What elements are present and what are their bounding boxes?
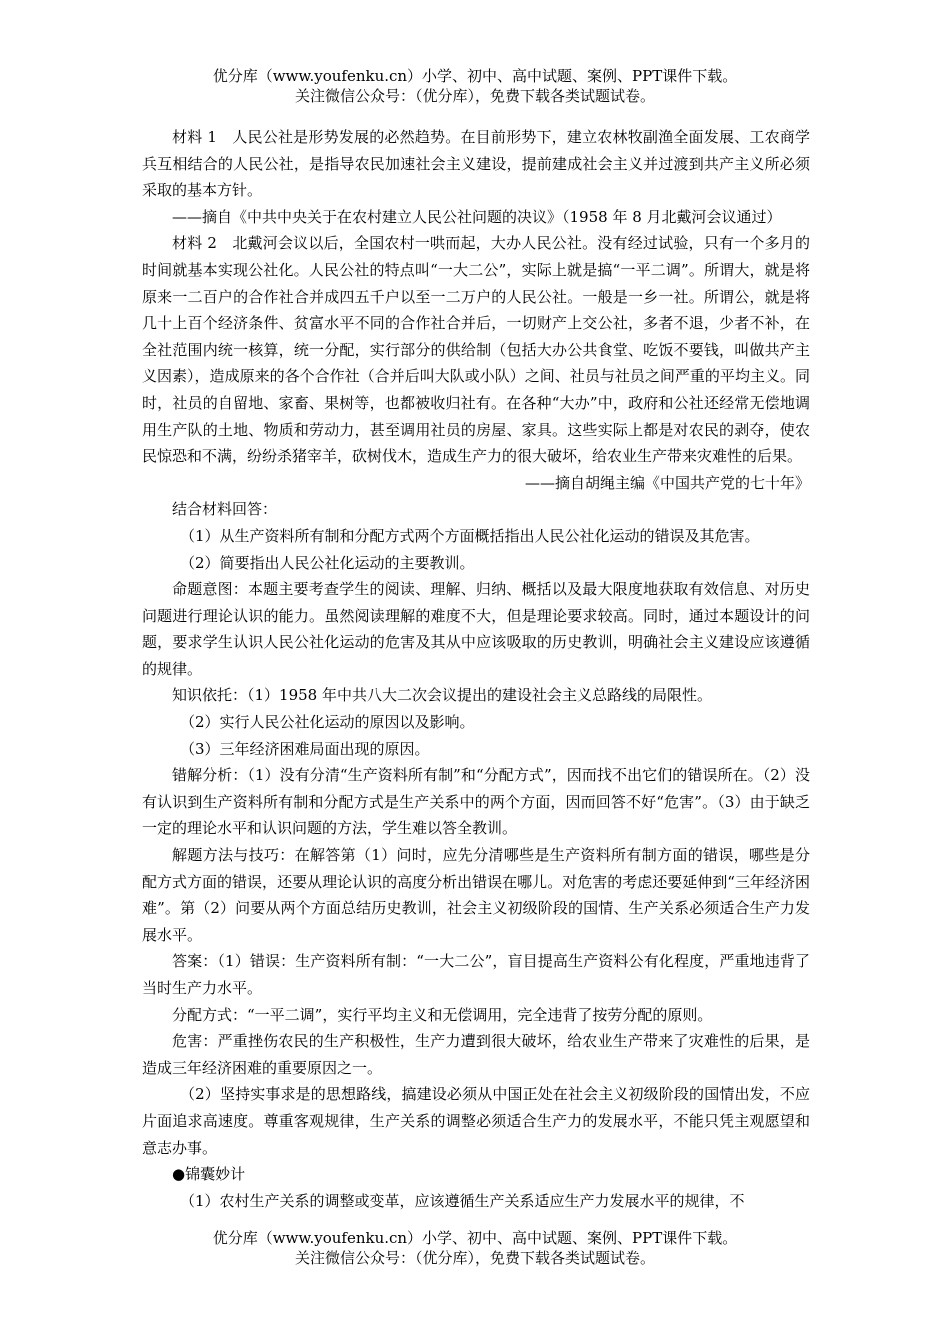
- document-body: [142, 124, 810, 1214]
- solving-method: 解题方法与技巧：在解答第（1）问时，应先分清哪些是生产资料所有制方面的错误，哪些是分配方式方面的错误，还要从理论认识的高度分析出错误在哪儿。对危害的考虑还要延伸到“三年经济困难”。第（2）问要从两个方面总结历史教训，社会主义初级阶段的国情、生产关系必须适合生产力发展水平。: [142, 846, 810, 944]
- knowledge-basis-3: （3）三年经济困难局面出现的原因。: [180, 739, 430, 758]
- knowledge-basis-2: （2）实行人民公社化运动的原因以及影响。: [180, 713, 475, 732]
- question-prompt: 结合材料回答：: [172, 500, 278, 519]
- question-1: （1）从生产资料所有制和分配方式两个方面概括指出人民公社化运动的错误及其危害。: [180, 526, 760, 545]
- answer-4: （2）坚持实事求是的思想路线，搞建设必须从中国正处在社会主义初级阶段的国情出发，不应片面追求高速度。尊重客观规律，生产关系的调整必须适合生产力的发展水平，不能只凭主观愿望和意志办事。: [142, 1085, 810, 1157]
- header-line-2: 关注微信公众号：（优分库），免费下载各类试题试卷。: [294, 87, 655, 105]
- header-line-1: 优分库（www.youfenku.cn）小学、初中、高中试题、案例、PPT课件下载。: [212, 67, 738, 85]
- answer-2: 分配方式：“一平二调”，实行平均主义和无偿调用，完全违背了按劳分配的原则。: [172, 1005, 713, 1024]
- footer-line-1: 优分库（www.youfenku.cn）小学、初中、高中试题、案例、PPT课件下载。: [212, 1229, 738, 1247]
- answer-3: 危害：严重挫伤农民的生产积极性，生产力遭到很大破坏，给农业生产带来了灾难性的后果，是造成三年经济困难的重要原因之一。: [142, 1032, 810, 1077]
- footer-line-2: 关注微信公众号：（优分库），免费下载各类试题试卷。: [294, 1249, 655, 1267]
- error-analysis: 错解分析：（1）没有分清“生产资料所有制”和“分配方式”，因而找不出它们的错误所在。（2）没有认识到生产资料所有制和分配方式是生产关系中的两个方面，因而回答不好“危害”。（3）由于缺乏一定的理论水平和认识问题的方法，学生难以答全教训。: [142, 766, 810, 838]
- material-1-source: ——摘自《中共中央关于在农村建立人民公社问题的决议》（1958 年 8 月北戴河会议通过）: [172, 207, 782, 226]
- page-footer: [0, 1228, 950, 1268]
- question-intent: 命题意图：本题主要考查学生的阅读、理解、归纳、概括以及最大限度地获取有效信息、对历史问题进行理论认识的能力。虽然阅读理解的难度不大，但是理论要求较高。同时，通过本题设计的问题，要求学生认识人民公社化运动的危害及其从中应该吸取的历史教训，明确社会主义建设应该遵循的规律。: [142, 580, 810, 678]
- tip-1: （1）农村生产关系的调整或变革，应该遵循生产关系适应生产力发展水平的规律，不: [180, 1191, 745, 1210]
- page-header: [0, 66, 950, 106]
- answer-1: 答案：（1）错误：生产资料所有制：“一大二公”，盲目提高生产资料公有化程度，严重地违背了当时生产力水平。: [142, 952, 810, 997]
- material-1: 材料 1 人民公社是形势发展的必然趋势。在目前形势下，建立农林牧副渔全面发展、工农商学兵互相结合的人民公社，是指导农民加速社会主义建设，提前建成社会主义并过渡到共产主义所必须采取的基本方针。: [142, 128, 810, 200]
- tips-heading: ●锦囊妙计: [172, 1165, 246, 1184]
- material-2-source: ——摘自胡绳主编《中国共产党的七十年》: [524, 473, 810, 492]
- material-2: 材料 2 北戴河会议以后，全国农村一哄而起，大办人民公社。没有经过试验，只有一个多月的时间就基本实现公社化。人民公社的特点叫“一大二公”，实际上就是搞“一平二调”。所谓大，就是将原来一二百户的合作社合并成四五千户以至一二万户的人民公社。一般是一乡一社。所谓公，就是将几十上百个经济条件、贫富水平不同的合作社合并后，一切财产上交公社，多者不退，少者不补，在全社范围内统一核算，统一分配，实行部分的供给制（包括大办公共食堂、吃饭不要钱，叫做共产主义因素），造成原来的各个合作社（合并后叫大队或小队）之间、社员与社员之间严重的平均主义。同时，社员的自留地、家畜、果树等，也都被收归社有。在各种“大办”中，政府和公社还经常无偿地调用生产队的土地、物质和劳动力，甚至调用社员的房屋、家具。这些实际上都是对农民的剥夺，使农民惊恐和不满，纷纷杀猪宰羊，砍树伐木，造成生产力的很大破坏，给农业生产带来灾难性的后果。: [142, 234, 810, 466]
- question-2: （2）简要指出人民公社化运动的主要教训。: [180, 553, 475, 572]
- knowledge-basis-1: 知识依托：（1）1958 年中共八大二次会议提出的建设社会主义总路线的局限性。: [172, 686, 712, 705]
